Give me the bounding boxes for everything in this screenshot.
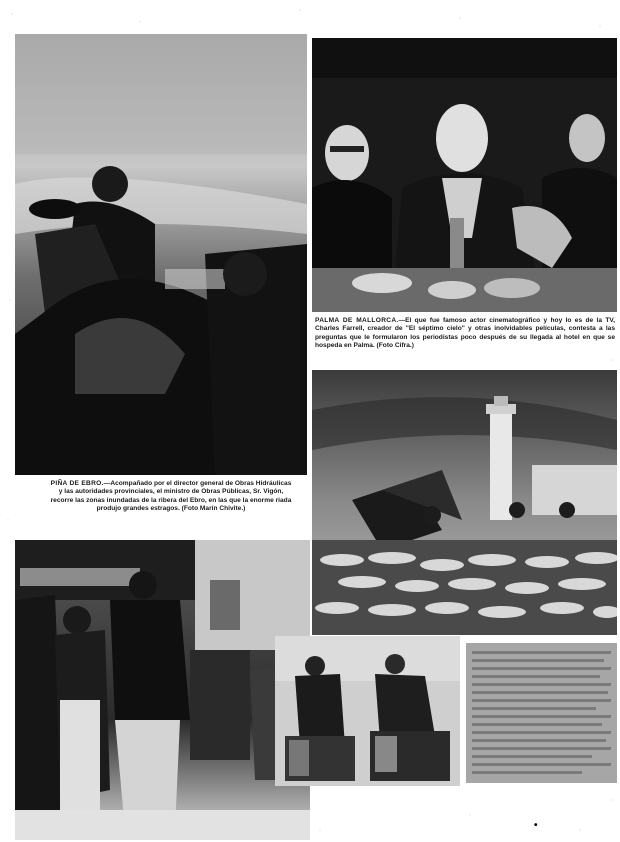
- street-photo: [15, 540, 310, 840]
- grey-text-block: [466, 643, 617, 783]
- mallorca-photo: [312, 38, 617, 312]
- market-photo-art: [275, 636, 460, 786]
- ebro-photo: [15, 34, 307, 475]
- page-marker: •: [534, 820, 538, 831]
- grey-text-block-art: [466, 643, 617, 783]
- ebro-caption-text: —Acompañado por el director general de Obras Hidráulicas y las autoridades provinciales, el ministro de Obras Públicas, Sr. Vigón, recorre las zonas inundadas de la ribera del Ebro, en las que la enorme riada produjo grandes estragos. (Foto Marín Chivite.): [50, 480, 292, 513]
- lighthouse-photo: [312, 370, 617, 635]
- mallorca-caption-text: —El que fue famoso actor cinematográfico y hoy lo es de la TV, Charles Farrell, creador de "El séptimo cielo" y otras inolvidables películas, contesta a las preguntas que le formularon los periodistas poco después de su llegada al hotel en que se hospeda en Palma. (Foto Cifra.): [315, 317, 615, 350]
- mallorca-caption-head: PALMA DE MALLORCA.: [315, 317, 399, 324]
- mallorca-photo-art: [312, 38, 617, 312]
- ebro-photo-art: [15, 34, 307, 475]
- market-photo: [275, 636, 460, 786]
- street-photo-art: [15, 540, 310, 840]
- lighthouse-photo-art: [312, 370, 617, 635]
- ebro-caption-head: PIÑA DE EBRO.: [50, 480, 104, 487]
- mallorca-caption: [315, 317, 615, 351]
- ebro-caption: [48, 480, 294, 514]
